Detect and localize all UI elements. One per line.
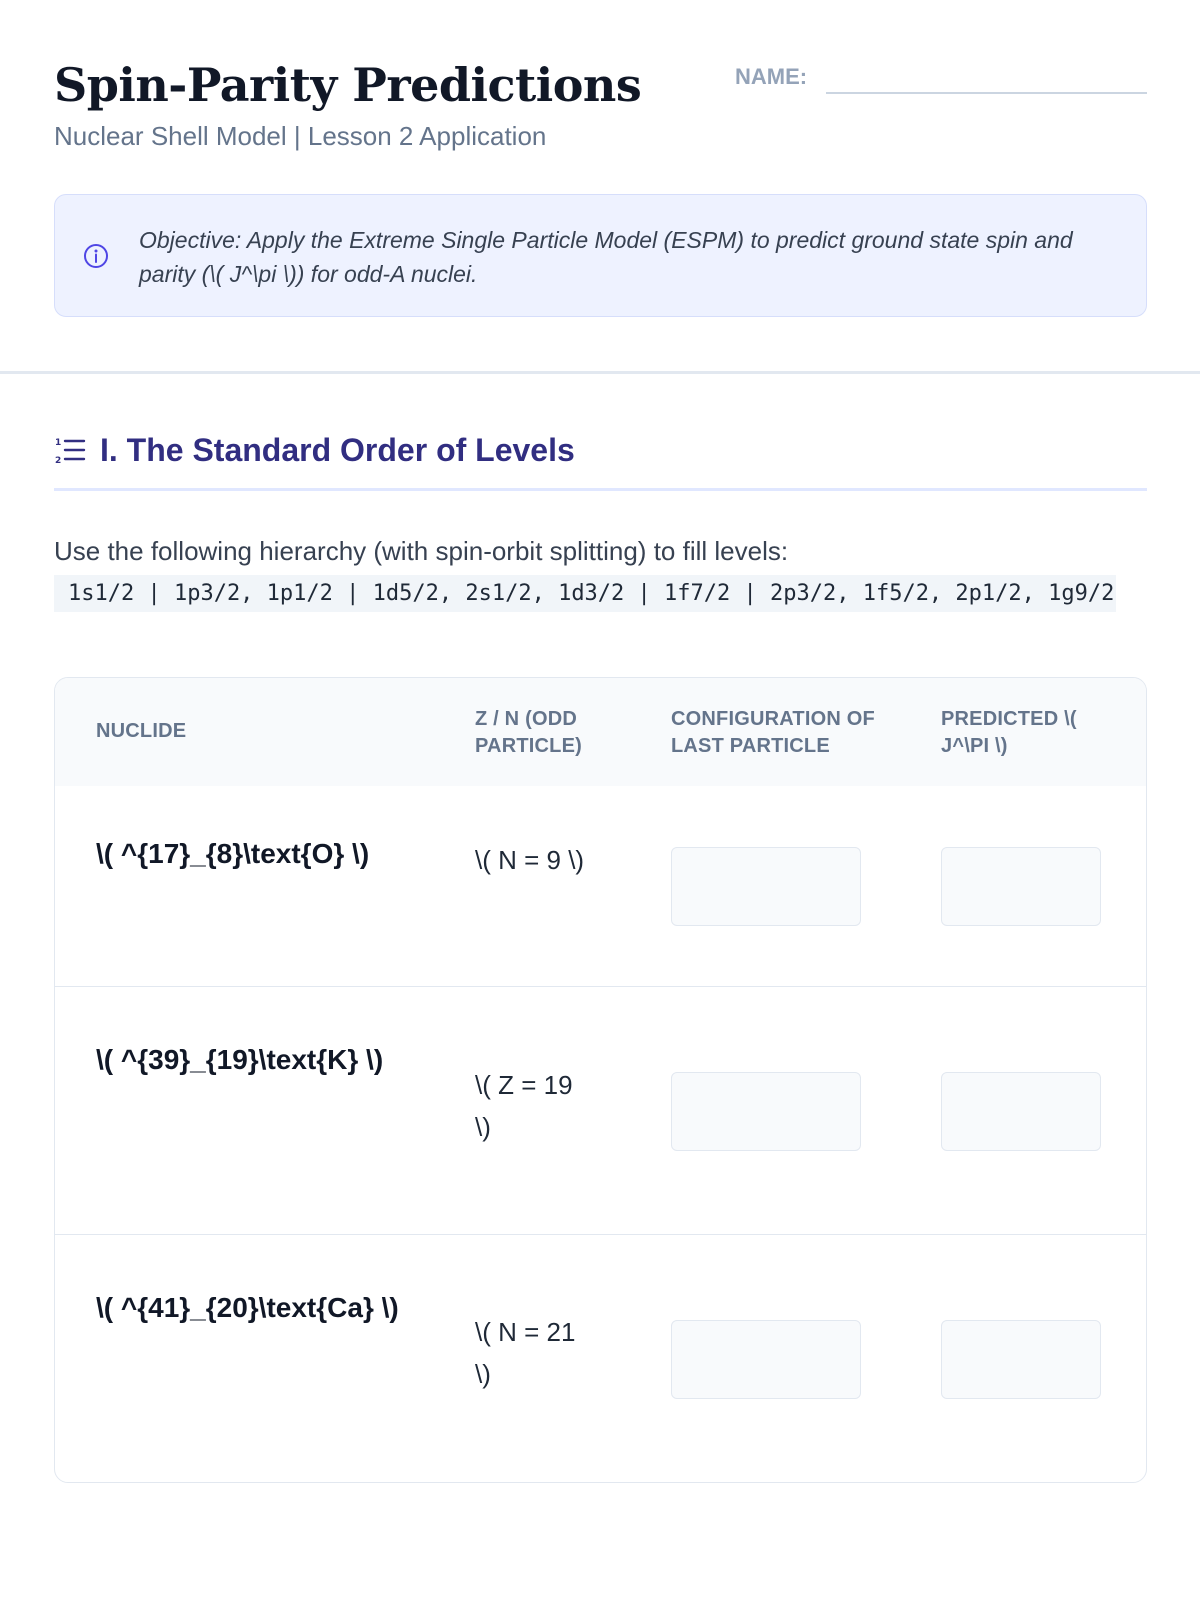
section-divider — [0, 371, 1200, 374]
odd-particle-cell: \( Z = 19 \) — [475, 1070, 573, 1142]
configuration-input[interactable] — [671, 847, 861, 926]
worksheet-header — [54, 54, 1147, 154]
nuclide-cell: \( ^{39}_{19}\text{K} \) — [96, 1044, 384, 1075]
nuclide-cell: \( ^{41}_{20}\text{Ca} \) — [96, 1292, 399, 1323]
prediction-table — [54, 677, 1147, 1483]
table-header-row — [55, 678, 1147, 786]
prediction-input[interactable] — [941, 1072, 1101, 1151]
objective-box — [54, 194, 1147, 317]
prediction-input[interactable] — [941, 847, 1101, 926]
odd-particle-cell: \( N = 9 \) — [475, 845, 585, 875]
col-header-prediction: PREDICTED \( J^\PI \) — [941, 708, 1077, 757]
svg-text:2: 2 — [55, 456, 62, 465]
col-header-configuration: CONFIGURATION OF LAST PARTICLE — [671, 708, 875, 757]
page-subtitle: Nuclear Shell Model | Lesson 2 Application — [54, 121, 547, 151]
table-row — [55, 986, 1147, 1234]
col-header-zn: Z / N (ODD PARTICLE) — [475, 708, 582, 757]
configuration-input[interactable] — [671, 1072, 861, 1151]
svg-text:1: 1 — [55, 438, 62, 448]
section-intro: Use the following hierarchy (with spin-orbit splitting) to fill levels: — [54, 536, 789, 566]
table-row — [55, 786, 1147, 986]
section-header — [54, 425, 1147, 491]
col-header-nuclide: NUCLIDE — [96, 720, 187, 742]
configuration-input[interactable] — [671, 1320, 861, 1399]
odd-particle-cell: \( N = 21 \) — [475, 1317, 576, 1389]
name-label: NAME: — [735, 64, 808, 89]
nuclide-cell: \( ^{17}_{8}\text{O} \) — [96, 838, 370, 869]
prediction-input[interactable] — [941, 1320, 1101, 1399]
numbered-list-icon — [54, 435, 86, 465]
section-title: I. The Standard Order of Levels — [100, 432, 575, 468]
level-order-code — [54, 574, 1147, 614]
info-icon — [83, 243, 109, 269]
page-title: Spin-Parity Predictions — [54, 58, 642, 112]
name-field-line[interactable] — [826, 92, 1147, 94]
level-order-text: 1s1/2 | 1p3/2, 1p1/2 | 1d5/2, 2s1/2, 1d3/2 | 1f7/2 | 2p3/2, 1f5/2, 2p1/2, 1g9/2 — [54, 575, 1116, 612]
objective-text: Objective: Apply the Extreme Single Particle Model (ESPM) to predict ground state spin and parity (\( J^\pi \)) for odd-A nuclei. — [139, 227, 1073, 287]
table-row — [55, 1234, 1147, 1483]
